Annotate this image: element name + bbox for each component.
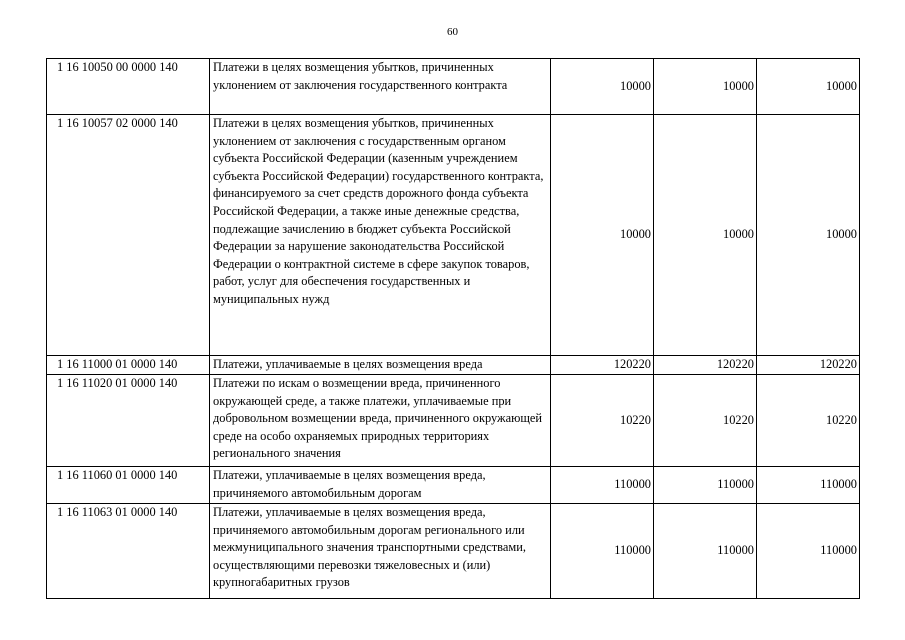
amount-year-3: 110000 — [757, 467, 860, 504]
amount-year-2: 10000 — [654, 59, 757, 115]
table-row — [47, 59, 860, 115]
amount-year-1: 10220 — [551, 375, 654, 467]
table-row — [47, 504, 860, 599]
amount-year-2: 120220 — [654, 356, 757, 375]
amount-year-2: 110000 — [654, 467, 757, 504]
amount-year-3: 110000 — [757, 504, 860, 599]
amount-year-2: 10000 — [654, 115, 757, 356]
revenue-description: Платежи в целях возмещения убытков, причиненных уклонением от заключения с государственным органом субъекта Российской Федерации (казенным учреждением субъекта Российской Федерации) государственного контракта, финансируемого за счет средств дорожного фонда субъекта Российской Федерации, а также иные денежные средства, подлежащие зачислению в бюджет субъекта Российской Федерации за нарушение законодательства Российской Федерации о контрактной системе в сфере закупок товаров, работ, услуг для обеспечения государственных и муниципальных нужд — [210, 115, 551, 356]
amount-year-3: 10000 — [757, 59, 860, 115]
amount-year-3: 10220 — [757, 375, 860, 467]
amount-year-3: 120220 — [757, 356, 860, 375]
amount-year-2: 110000 — [654, 504, 757, 599]
revenue-description: Платежи в целях возмещения убытков, причиненных уклонением от заключения государственного контракта — [210, 59, 551, 115]
amount-year-1: 10000 — [551, 59, 654, 115]
amount-year-1: 10000 — [551, 115, 654, 356]
amount-year-2: 10220 — [654, 375, 757, 467]
table-row — [47, 375, 860, 467]
page-number: 60 — [447, 26, 458, 38]
revenue-code: 1 16 11063 01 0000 140 — [47, 504, 210, 599]
revenue-description: Платежи по искам о возмещении вреда, причиненного окружающей среде, а также платежи, уплачиваемые при добровольном возмещении вреда, причиненного окружающей среде на особо охраняемых природных территориях регионального значения — [210, 375, 551, 467]
revenue-table — [46, 58, 860, 599]
amount-year-1: 110000 — [551, 504, 654, 599]
revenue-code: 1 16 11060 01 0000 140 — [47, 467, 210, 504]
amount-year-1: 120220 — [551, 356, 654, 375]
revenue-description: Платежи, уплачиваемые в целях возмещения вреда, причиняемого автомобильным дорогам регионального или межмуниципального значения транспортными средствами, осуществляющими перевозки тяжеловесных и (или) крупногабаритных грузов — [210, 504, 551, 599]
revenue-code: 1 16 10057 02 0000 140 — [47, 115, 210, 356]
revenue-code: 1 16 11000 01 0000 140 — [47, 356, 210, 375]
amount-year-1: 110000 — [551, 467, 654, 504]
table-row — [47, 467, 860, 504]
revenue-description: Платежи, уплачиваемые в целях возмещения вреда — [210, 356, 551, 375]
revenue-description: Платежи, уплачиваемые в целях возмещения вреда, причиняемого автомобильным дорогам — [210, 467, 551, 504]
table-row — [47, 115, 860, 356]
table-row — [47, 356, 860, 375]
amount-year-3: 10000 — [757, 115, 860, 356]
revenue-code: 1 16 10050 00 0000 140 — [47, 59, 210, 115]
revenue-code: 1 16 11020 01 0000 140 — [47, 375, 210, 467]
